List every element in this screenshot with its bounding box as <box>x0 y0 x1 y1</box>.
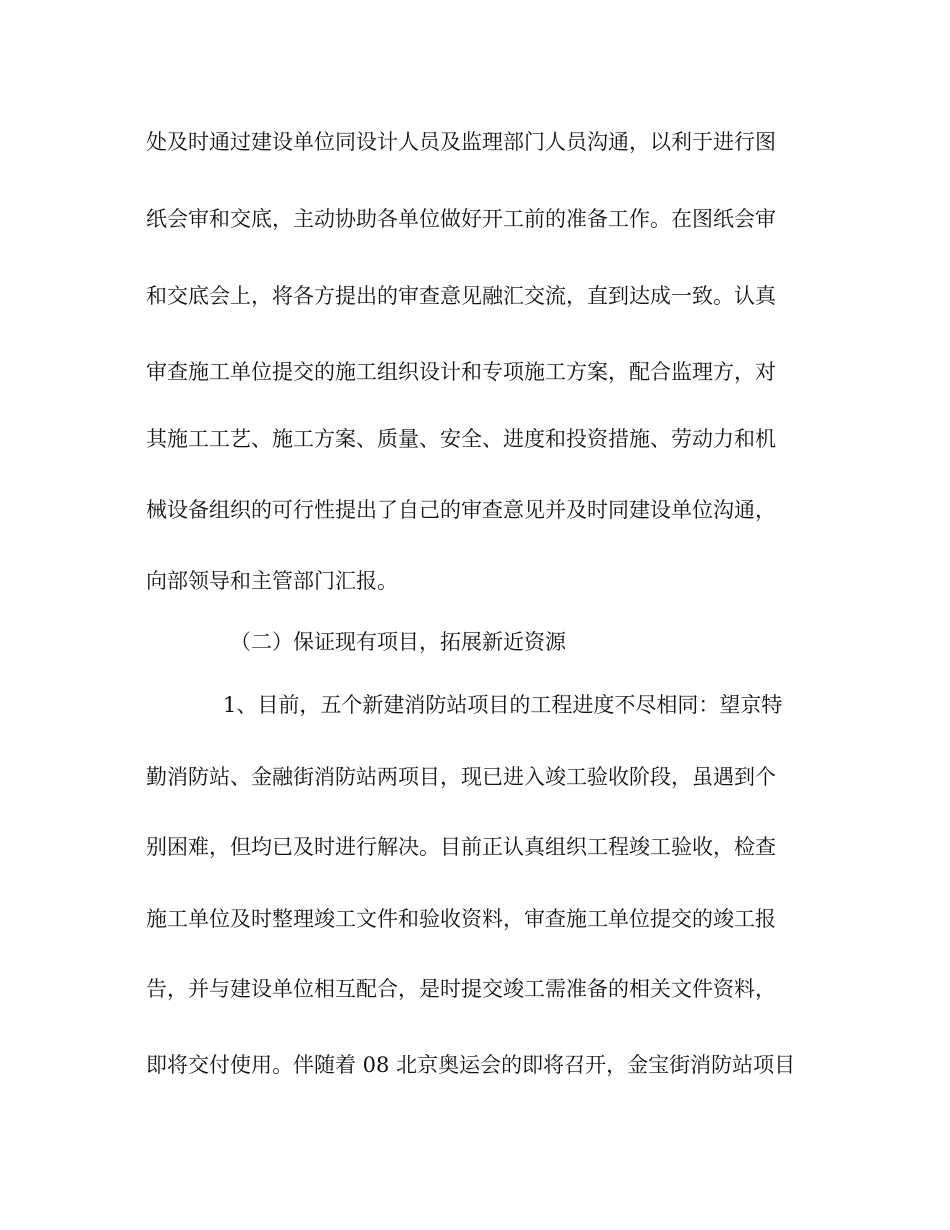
paragraph-line: 1、目前，五个新建消防站项目的工程进度不尽相同：望京特 <box>223 693 783 717</box>
paragraph-line: 械设备组织的可行性提出了自己的审查意见并及时同建设单位沟通， <box>146 498 776 522</box>
paragraph-line: 别困难，但均已及时进行解决。目前正认真组织工程竣工验收，检查 <box>146 835 776 859</box>
paragraph-line: 即将交付使用。伴随着 08 北京奥运会的即将召开，金宝街消防站项目 <box>146 1053 796 1077</box>
paragraph-line: 纸会审和交底，主动协助各单位做好开工前的准备工作。在图纸会审 <box>146 207 776 231</box>
paragraph-line: 向部领导和主管部门汇报。 <box>146 569 398 593</box>
paragraph-line: 处及时通过建设单位同设计人员及监理部门人员沟通，以利于进行图 <box>146 130 776 154</box>
paragraph-line: 其施工工艺、施工方案、质量、安全、进度和投资措施、劳动力和机 <box>146 427 776 451</box>
paragraph-line: 审查施工单位提交的施工组织设计和专项施工方案，配合监理方，对 <box>146 360 776 384</box>
paragraph-line: 和交底会上，将各方提出的审查意见融汇交流，直到达成一致。认真 <box>146 284 776 308</box>
paragraph-line: 施工单位及时整理竣工文件和验收资料，审查施工单位提交的竣工报 <box>146 907 776 931</box>
paragraph-line: 勤消防站、金融街消防站两项目，现已进入竣工验收阶段，虽遇到个 <box>146 765 776 789</box>
section-heading: （二）保证现有项目，拓展新近资源 <box>230 630 566 654</box>
paragraph-line: 告，并与建设单位相互配合，是时提交竣工需准备的相关文件资料， <box>146 977 776 1001</box>
